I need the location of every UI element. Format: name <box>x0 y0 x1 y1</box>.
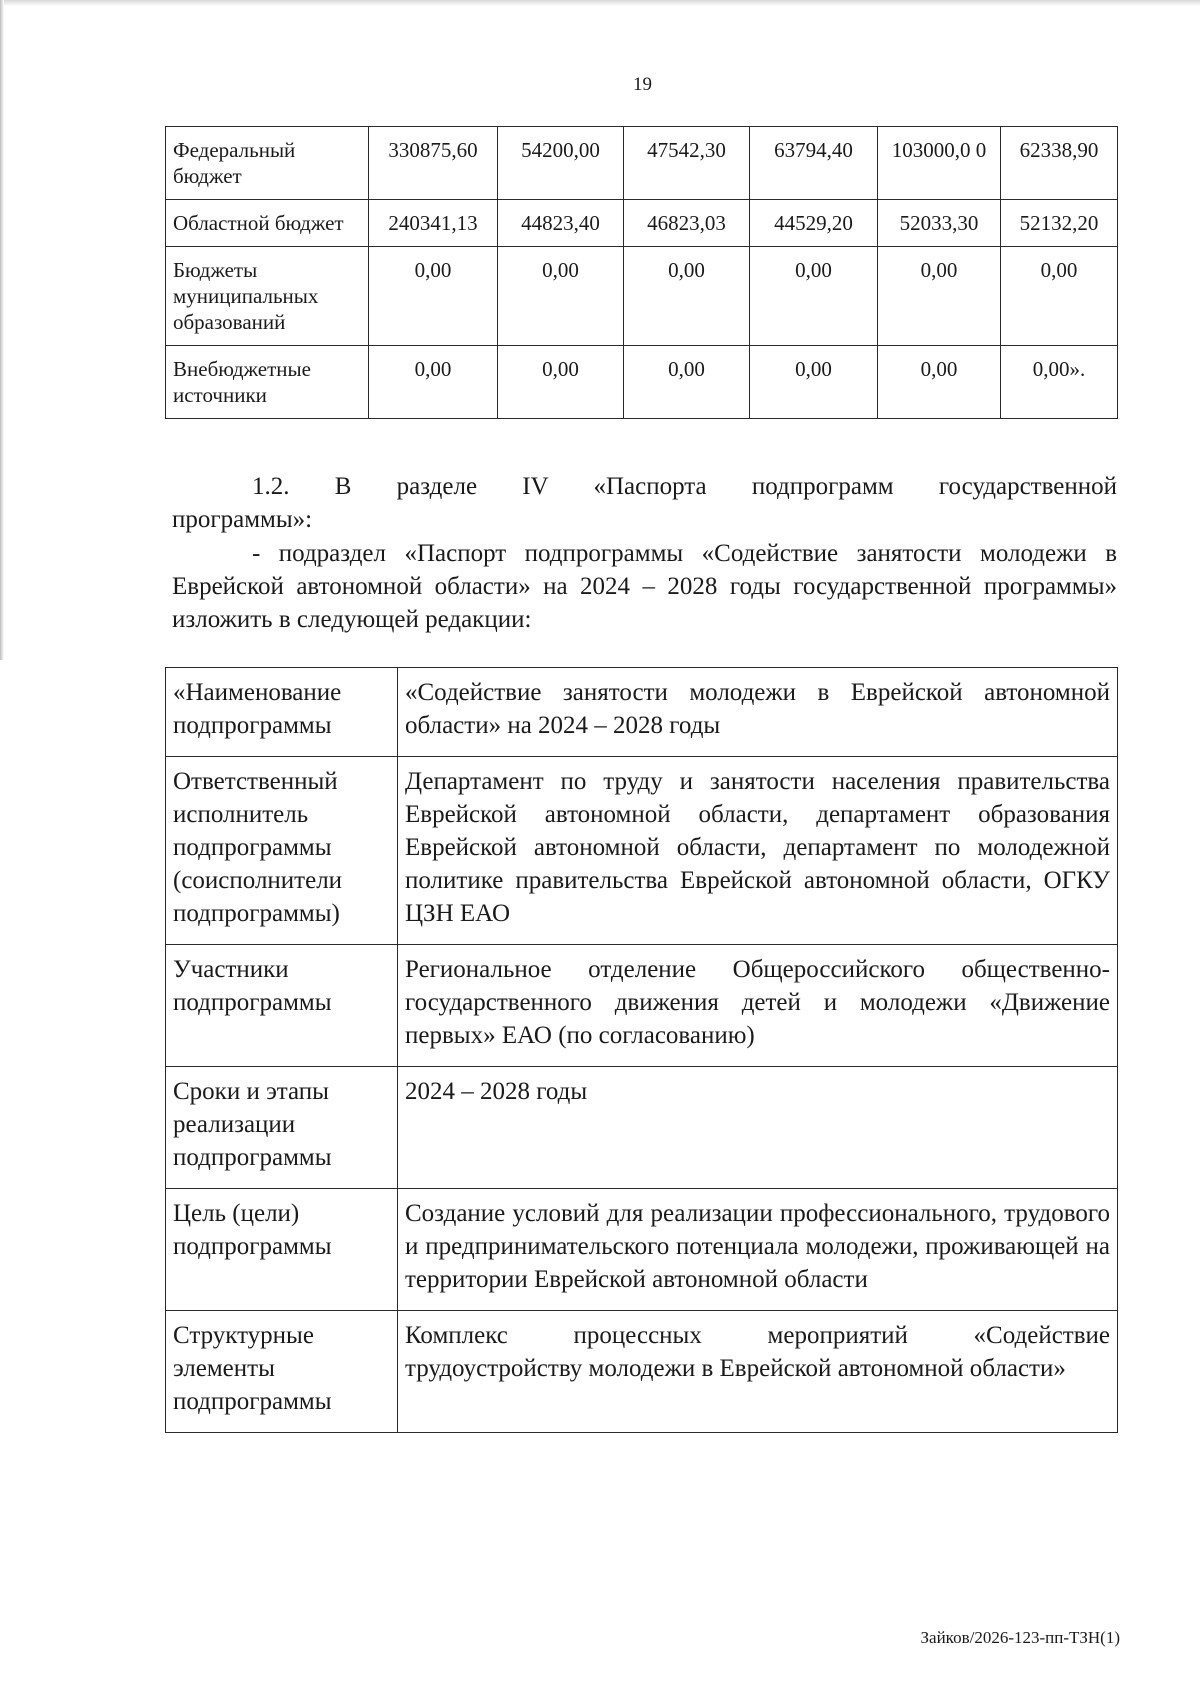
passport-key: Структурные элементы подпрограммы <box>166 1311 398 1433</box>
table-cell: 0,00 <box>624 247 750 346</box>
table-cell: 47542,30 <box>624 127 750 200</box>
scan-edge-left <box>0 0 4 660</box>
table-cell: 44823,40 <box>498 200 624 247</box>
table-cell: 44529,20 <box>750 200 878 247</box>
table-cell: 0,00 <box>369 247 498 346</box>
table-cell: 0,00». <box>1001 346 1118 419</box>
passport-key: Цель (цели) подпрограммы <box>166 1189 398 1311</box>
table-cell: 63794,40 <box>750 127 878 200</box>
row-label: Областной бюджет <box>166 200 369 247</box>
table-cell: 0,00 <box>498 346 624 419</box>
table-row <box>166 1067 1118 1189</box>
passport-value: Департамент по труду и занятости населения правительства Еврейской автономной области, департамент образования Еврейской автономной области, департамент по молодежной политике правительства Еврейской автономной области, ОГКУ ЦЗН ЕАО <box>398 757 1118 945</box>
table-cell: 52033,30 <box>878 200 1001 247</box>
table-cell: 0,00 <box>878 247 1001 346</box>
table-cell: 46823,03 <box>624 200 750 247</box>
paragraph-section-ref: 1.2. В разделе IV «Паспорта подпрограмм государственной <box>252 473 1117 500</box>
page-number: 19 <box>633 74 652 95</box>
document-code-footer: Зайков/2026-123-пп-ТЗН(1) <box>920 1628 1120 1647</box>
table-cell: 330875,60 <box>369 127 498 200</box>
table-cell: 0,00 <box>878 346 1001 419</box>
budget-table <box>165 126 1118 419</box>
table-cell: 0,00 <box>750 346 878 419</box>
table-cell: 0,00 <box>369 346 498 419</box>
table-cell: 54200,00 <box>498 127 624 200</box>
row-label: Федеральный бюджет <box>166 127 369 200</box>
table-cell: 0,00 <box>750 247 878 346</box>
passport-value: Комплекс процессных мероприятий «Содействие трудоустройству молодежи в Еврейской автономной области» <box>398 1311 1118 1433</box>
table-cell: 103000,0 0 <box>878 127 1001 200</box>
table-row <box>166 945 1118 1067</box>
table-cell: 62338,90 <box>1001 127 1118 200</box>
table-cell: 0,00 <box>1001 247 1118 346</box>
table-cell: 0,00 <box>624 346 750 419</box>
scan-edge-top <box>0 0 1200 6</box>
passport-value: 2024 – 2028 годы <box>398 1067 1118 1189</box>
passport-value: Региональное отделение Общероссийского общественно-государственного движения детей и молодежи «Движение первых» ЕАО (по согласованию) <box>398 945 1118 1067</box>
row-label: Бюджеты муниципальных образований <box>166 247 369 346</box>
table-row <box>166 1311 1118 1433</box>
paragraph-subsection: - подраздел «Паспорт подпрограммы «Содействие занятости молодежи в Еврейской автономной области» на 2024 – 2028 годы государственной программы» изложить в следующей редакции: <box>172 540 1117 633</box>
paragraph-section-ref-cont: программы»: <box>172 506 313 533</box>
table-row <box>166 668 1118 757</box>
table-row <box>166 1189 1118 1311</box>
table-row <box>166 127 1118 200</box>
row-label: Внебюджетные источники <box>166 346 369 419</box>
passport-key: Ответственный исполнитель подпрограммы (соисполнители подпрограммы) <box>166 757 398 945</box>
table-row <box>166 200 1118 247</box>
table-cell: 52132,20 <box>1001 200 1118 247</box>
passport-value: «Содействие занятости молодежи в Еврейской автономной области» на 2024 – 2028 годы <box>398 668 1118 757</box>
table-row <box>166 346 1118 419</box>
passport-table <box>165 667 1118 1433</box>
table-row <box>166 757 1118 945</box>
passport-key: Сроки и этапы реализации подпрограммы <box>166 1067 398 1189</box>
table-row <box>166 247 1118 346</box>
passport-value: Создание условий для реализации профессионального, трудового и предпринимательского потенциала молодежи, проживающей на территории Еврейской автономной области <box>398 1189 1118 1311</box>
table-cell: 0,00 <box>498 247 624 346</box>
table-cell: 240341,13 <box>369 200 498 247</box>
passport-key: «Наименование подпрограммы <box>166 668 398 757</box>
passport-key: Участники подпрограммы <box>166 945 398 1067</box>
